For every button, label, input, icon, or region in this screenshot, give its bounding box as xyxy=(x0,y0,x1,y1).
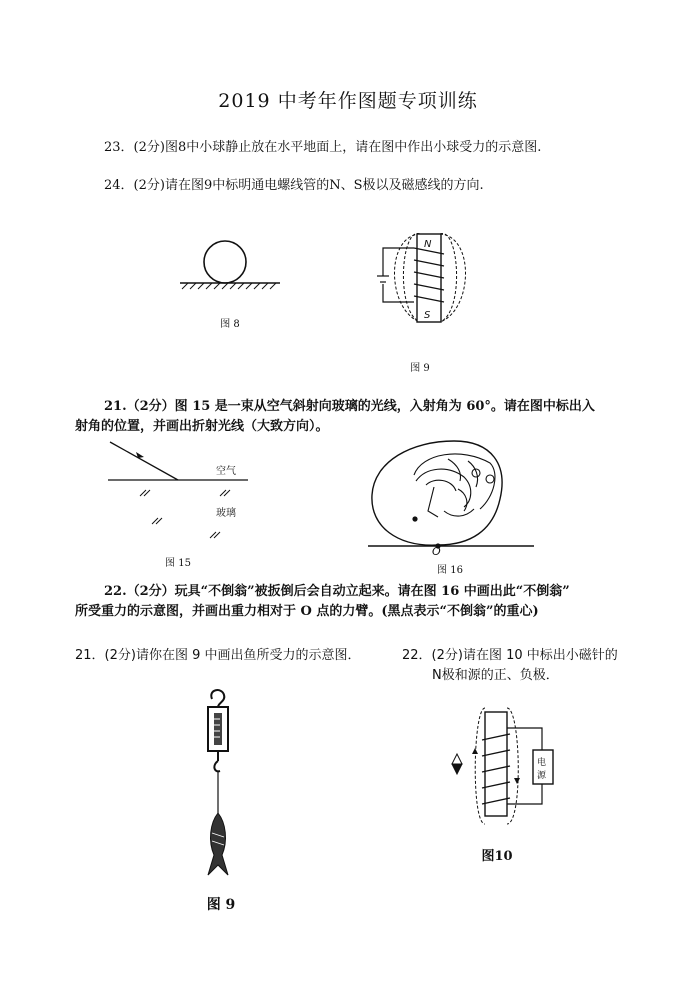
question-23: 23．(2分)图8中小球静止放在水平地面上，请在图中作出小球受力的示意图. xyxy=(104,140,542,155)
fig16-label-o: O xyxy=(432,545,441,558)
field-arrow-right xyxy=(514,778,520,784)
figure-8-caption: 图 8 xyxy=(220,319,240,330)
figure-9-solenoid xyxy=(365,222,485,337)
question-22-compass-line2: N极和源的正、负极． xyxy=(432,668,559,683)
fig15-label-glass: 玻璃 xyxy=(216,508,236,519)
question-22-tumbler-line2: 所受重力的示意图，并画出重力相对于 O 点的力臂。(黑点表示“不倒翁”的重心) xyxy=(75,604,539,619)
field-arrow-left xyxy=(472,748,478,754)
scale-window xyxy=(214,713,222,745)
figure-9-spring-scale-fish xyxy=(190,685,250,890)
question-21-light-line1: 21.（2分）图 15 是一束从空气斜射向玻璃的光线，入射角为 60°。请在图中标出入 xyxy=(104,399,595,414)
figure-9b-caption: 图 9 xyxy=(206,897,236,913)
question-24: 24．(2分)请在图9中标明通电螺线管的N、S极以及磁感线的方向. xyxy=(104,178,484,193)
power-label-2: 源 xyxy=(537,771,547,781)
fish xyxy=(208,813,228,875)
fig9-label-n: N xyxy=(424,239,432,250)
fig9-label-s: S xyxy=(424,310,431,321)
power-label-1: 电 xyxy=(537,758,547,768)
question-22-tumbler-line1: 22.（2分）玩具“不倒翁”被扳倒后会自动立起来。请在图 16 中画出此“不倒翁” xyxy=(104,584,570,599)
compass-needle xyxy=(452,754,462,774)
center-of-gravity-dot xyxy=(412,516,417,521)
lower-hook xyxy=(214,761,220,771)
top-hook xyxy=(211,690,224,707)
ground-hatching xyxy=(182,283,276,289)
figure-16-tumbler xyxy=(368,437,538,552)
figure-15-light-ray xyxy=(108,438,258,543)
fig15-label-air: 空气 xyxy=(216,466,236,477)
figure-9-caption: 图 9 xyxy=(410,363,430,374)
battery-circuit xyxy=(377,248,414,302)
question-22-compass-line1: 22．(2分)请在图 10 中标出小磁针的 xyxy=(402,648,618,663)
figure-10-caption: 图10 xyxy=(481,849,513,864)
question-21-fish: 21．(2分)请你在图 9 中画出鱼所受力的示意图． xyxy=(75,648,361,663)
figure-10-solenoid-compass xyxy=(445,698,585,838)
figure-16-caption: 图 16 xyxy=(437,565,463,576)
incident-ray xyxy=(110,442,178,480)
figure-15-caption: 图 15 xyxy=(165,558,191,569)
ball xyxy=(204,241,246,283)
figure-8-ball-on-ground xyxy=(170,230,310,300)
page-title: 2019 中考年作图题专项训练 xyxy=(218,90,478,112)
question-21-light-line2: 射角的位置，并画出折射光线（大致方向）。 xyxy=(75,419,329,434)
